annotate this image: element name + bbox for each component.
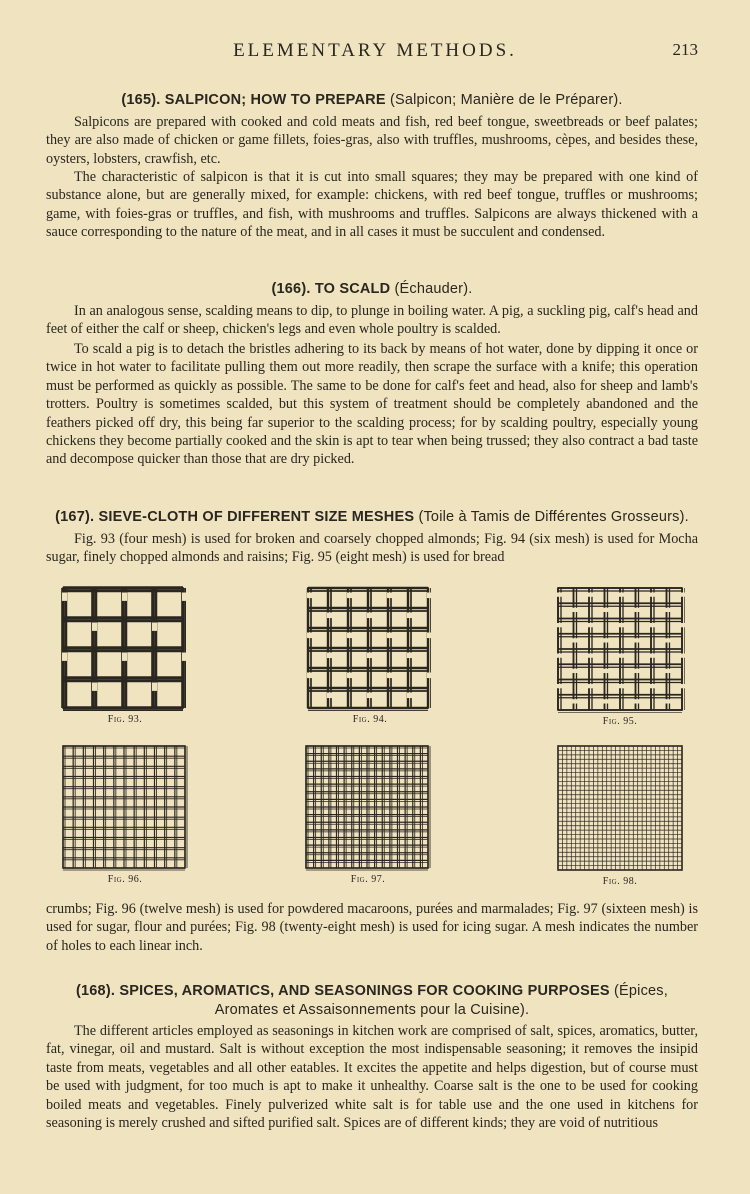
figure-95-caption: Fig. 95. [602,716,638,727]
figure-98-caption: Fig. 98. [602,876,638,887]
figure-94-caption: Fig. 94. [352,714,388,725]
section-168-paragraph-1: The different articles employed as seasonings in kitchen work are comprised of salt, spices, aromatics, butter, fat, vinegar, oil and mustard. Salt is without exception the most indispensable seasoning; it removes the insipid taste from meats, vegetables and all other eatables. It excites the appetite and helps digestion, but of course must be used with judgment, for too much is apt to make it unhealthy. Coarse salt is the one to be used for cooking boiled meats and vegetables. Finely pulverized white salt is for table use and the one used in kitchens for seasoning is merely crushed and sifted purified salt. Spices are of different kinds; they are void of nutritious [46,1023,698,1132]
running-title: ELEMENTARY METHODS. [233,40,517,61]
section-168-title: SPICES, AROMATICS, AND SEASONINGS FOR COOKING PURPOSES [119,983,610,999]
figure-93-caption: Fig. 93. [107,714,143,725]
figure-97-caption: Fig. 97. [350,874,386,885]
section-168-french-1: (Épices, [614,983,668,999]
section-166-paragraph-1: In an analogous sense, scalding means to dip, to plunge in boiling water. A pig, a suckling pig, calf's head and feet of either the calf or sheep, chicken's legs and even whole poultry is scalded. [46,303,698,338]
section-165-number: (165). [121,92,161,108]
section-168-number: (168). [76,983,116,999]
sieve-cloth-twelve-mesh-figure [60,743,188,871]
section-166-number: (166). [271,281,311,297]
section-165-paragraph-1: Salpicons are prepared with cooked and cold meats and fish, red beef tongue, sweetbreads or beef palates; they are also made of chicken or game fillets, foies-gras, also with truffles, mushrooms, cèpes, and besides these, oysters, lobsters, crawfish, etc. [46,114,698,167]
section-165-paragraph-2: The characteristic of salpicon is that it is cut into small squares; they may be prepared with one kind of substance alone, but are generally mixed, for example: chickens, with red beef tongue, truffles or mushrooms; game, with foies-gras or truffles, and fish, with mushrooms and truffles. Salpicons are always thickened with a sauce corresponding to the nature of the meat, and in all cases it must be succulent and condensed. [46,169,698,241]
figure-94 [305,585,435,725]
figure-96-caption: Fig. 96. [107,874,143,885]
section-167-title: SIEVE-CLOTH OF DIFFERENT SIZE MESHES [98,509,415,525]
sieve-cloth-twenty-eight-mesh-figure [555,743,685,873]
figure-93 [60,585,190,725]
sieve-cloth-four-mesh-figure [60,585,186,711]
section-167-heading [46,508,698,527]
running-head [0,40,750,66]
section-168-heading [46,982,698,1020]
section-167-number: (167). [55,509,95,525]
section-166-french: (Échauder). [394,281,473,297]
figure-95 [555,585,685,727]
sieve-cloth-sixteen-mesh-figure [303,743,431,871]
figure-97 [303,743,433,885]
figure-98 [555,743,685,887]
sieve-cloth-six-mesh-figure [305,585,431,711]
section-166-heading [46,280,698,299]
page-number: 213 [672,40,698,59]
section-165-title: SALPICON; HOW TO PREPARE [164,92,386,108]
section-165-heading [46,91,698,110]
section-166-paragraph-2: To scald a pig is to detach the bristles adhering to its back by means of hot water, done by dipping it once or twice in hot water to facilitate pulling them out more readily, then scrape the surface with a knife; this operation must be performed as quickly as possible. The same to be done for calf's feet and head, also for sheep and lamb's trotters. Poultry is sometimes scalded, but this system of treatment should be completely abandoned and the feathers picked off dry, this being far superior to the scalding process; for by scalding poultry, especially young chickens they become partially cooked and the skin is apt to tear when being trussed; they also contract a bad taste and decompose quicker than those that are dry picked. [46,341,698,468]
section-168-french-2: Aromates et Assaisonnements pour la Cuisine). [214,1002,530,1018]
section-166-title: TO SCALD [314,281,391,297]
section-167-french: (Toile à Tamis de Différentes Grosseurs). [418,509,689,525]
sieve-cloth-eight-mesh-figure [555,585,685,713]
section-165-french: (Salpicon; Manière de le Préparer). [389,92,623,108]
section-167-paragraph-1: Fig. 93 (four mesh) is used for broken and coarsely chopped almonds; Fig. 94 (six mesh) is used for Mocha sugar, finely chopped almonds and raisins; Fig. 95 (eight mesh) is used for bread [46,531,698,566]
figure-96 [60,743,190,885]
section-167-paragraph-2: crumbs; Fig. 96 (twelve mesh) is used for powdered macaroons, purées and marmalades; Fig. 97 (sixteen mesh) is used for sugar, flour and purées; Fig. 98 (twenty-eight mesh) is used for icing sugar. A mesh indicates the number of holes to each linear inch. [46,901,698,954]
